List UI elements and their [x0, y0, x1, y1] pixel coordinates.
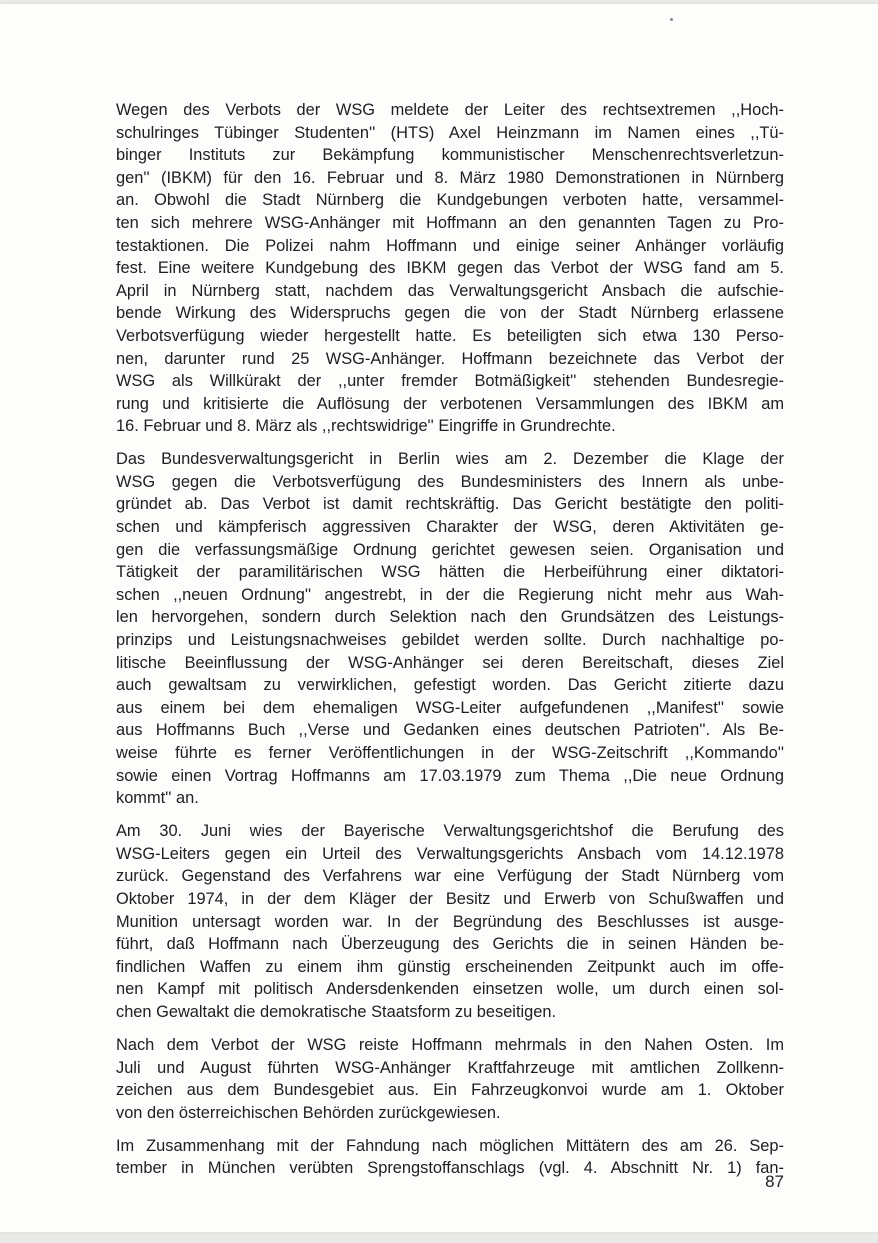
paragraph — [116, 1135, 784, 1180]
text-line: weise führte es ferner Veröffentlichungen in der WSG-Zeitschrift ,,Kommando'' — [116, 744, 784, 763]
page-number: 87 — [765, 1172, 784, 1191]
text-line: tember in München verübten Sprengstoffanschlags (vgl. 4. Abschnitt Nr. 1) fan- — [116, 1159, 784, 1178]
text-line: April in Nürnberg statt, nachdem das Verwaltungsgericht Ansbach die aufschie- — [116, 281, 784, 300]
text-line: testaktionen. Die Polizei nahm Hoffmann und einige seiner Anhänger vorläufig — [116, 236, 784, 255]
scan-speck — [670, 18, 673, 21]
text-line: an. Obwohl die Stadt Nürnberg die Kundgebungen verboten hatte, versammel- — [116, 191, 784, 210]
text-line: 16. Februar und 8. März als ,,rechtswidrige'' Eingriffe in Grundrechte. — [116, 417, 616, 436]
text-line: chen Gewaltakt die demokratische Staatsform zu beseitigen. — [116, 1002, 557, 1021]
text-line: Nach dem Verbot der WSG reiste Hoffmann mehrmals in den Nahen Osten. Im — [116, 1035, 784, 1054]
text-line: gen'' (IBKM) für den 16. Februar und 8. März 1980 Demonstrationen in Nürnberg — [116, 168, 784, 187]
text-line: von den österreichischen Behörden zurückgewiesen. — [116, 1103, 501, 1122]
paragraph — [116, 99, 784, 438]
text-line: sowie einen Vortrag Hoffmanns am 17.03.1979 zum Thema ,,Die neue Ordnung — [116, 766, 784, 785]
text-line: Am 30. Juni wies der Bayerische Verwaltungsgerichtshof die Berufung des — [116, 822, 784, 841]
text-line: Juli und August führten WSG-Anhänger Kraftfahrzeuge mit amtlichen Zollkenn- — [116, 1058, 784, 1077]
text-line: findlichen Waffen zu einem ihm günstig erscheinenden Zeitpunkt auch im offe- — [116, 957, 784, 976]
text-line: rung und kritisierte die Auflösung der verbotenen Versammlungen des IBKM am — [116, 394, 784, 413]
text-line: prinzips und Leistungsnachweises gebildet werden sollte. Durch nachhaltige po- — [116, 631, 784, 650]
paragraph — [116, 1034, 784, 1124]
text-line: schulringes Tübinger Studenten'' (HTS) Axel Heinzmann im Namen eines ,,Tü- — [116, 123, 784, 142]
text-line: schen und kämpferisch aggressiven Charakter der WSG, deren Aktivitäten ge- — [116, 518, 784, 537]
document-page — [0, 4, 878, 1232]
text-line: zurück. Gegenstand des Verfahrens war eine Verfügung der Stadt Nürnberg vom — [116, 867, 784, 886]
text-line: kommt'' an. — [116, 789, 199, 808]
text-line: Tätigkeit der paramilitärischen WSG hätten die Herbeiführung einer diktatori- — [116, 563, 784, 582]
body-text — [116, 99, 784, 1190]
paragraph — [116, 448, 784, 810]
paragraph — [116, 820, 784, 1023]
text-line: Im Zusammenhang mit der Fahndung nach möglichen Mittätern des am 26. Sep- — [116, 1136, 784, 1155]
text-line: bende Wirkung des Widerspruchs gegen die von der Stadt Nürnberg erlassene — [116, 304, 784, 323]
text-line: Munition untersagt worden war. In der Begründung des Beschlusses ist ausge- — [116, 912, 784, 931]
text-line: WSG-Leiters gegen ein Urteil des Verwaltungsgerichts Ansbach vom 14.12.1978 — [116, 844, 784, 863]
text-line: zeichen aus dem Bundesgebiet aus. Ein Fahrzeugkonvoi wurde am 1. Oktober — [116, 1081, 784, 1100]
text-line: auch gewaltsam zu verwirklichen, gefestigt worden. Das Gericht zitierte dazu — [116, 676, 784, 695]
text-line: aus einem bei dem ehemaligen WSG-Leiter aufgefundenen ,,Manifest'' sowie — [116, 698, 784, 717]
text-line: binger Instituts zur Bekämpfung kommunistischer Menschenrechtsverletzun- — [116, 146, 784, 165]
text-line: ten sich mehrere WSG-Anhänger mit Hoffmann an den genannten Tagen zu Pro- — [116, 213, 784, 232]
text-line: litische Beeinflussung der WSG-Anhänger sei deren Bereitschaft, dieses Ziel — [116, 653, 784, 672]
text-line: Oktober 1974, in der dem Kläger der Besitz und Erwerb von Schußwaffen und — [116, 889, 784, 908]
text-line: fest. Eine weitere Kundgebung des IBKM gegen das Verbot der WSG fand am 5. — [116, 259, 784, 278]
text-line: Das Bundesverwaltungsgericht in Berlin wies am 2. Dezember die Klage der — [116, 450, 784, 469]
text-line: schen ,,neuen Ordnung'' angestrebt, in der die Regierung nicht mehr aus Wah- — [116, 585, 784, 604]
text-line: len hervorgehen, sondern durch Selektion nach den Grundsätzen des Leistungs- — [116, 608, 784, 627]
text-line: gründet ab. Das Verbot ist damit rechtskräftig. Das Gericht bestätigte den politi- — [116, 495, 784, 514]
text-line: Wegen des Verbots der WSG meldete der Leiter des rechtsextremen ,,Hoch- — [116, 101, 784, 119]
text-line: aus Hoffmanns Buch ,,Verse und Gedanken eines deutschen Patrioten''. Als Be- — [116, 721, 784, 740]
text-line: gen die verfassungsmäßige Ordnung gerichtet gewesen seien. Organisation und — [116, 540, 784, 559]
text-line: nen, darunter rund 25 WSG-Anhänger. Hoffmann bezeichnete das Verbot der — [116, 349, 784, 368]
text-line: Verbotsverfügung wieder hergestellt hatte. Es beteiligten sich etwa 130 Perso- — [116, 326, 784, 345]
text-line: WSG gegen die Verbotsverfügung des Bundesministers des Innern als unbe- — [116, 472, 784, 491]
text-line: führt, daß Hoffmann nach Überzeugung des Gerichts die in seinen Händen be- — [116, 935, 784, 954]
text-line: WSG als Willkürakt der ,,unter fremder Botmäßigkeit'' stehenden Bundesregie- — [116, 372, 784, 391]
text-line: nen Kampf mit politisch Andersdenkenden einsetzen wolle, um durch einen sol- — [116, 980, 784, 999]
